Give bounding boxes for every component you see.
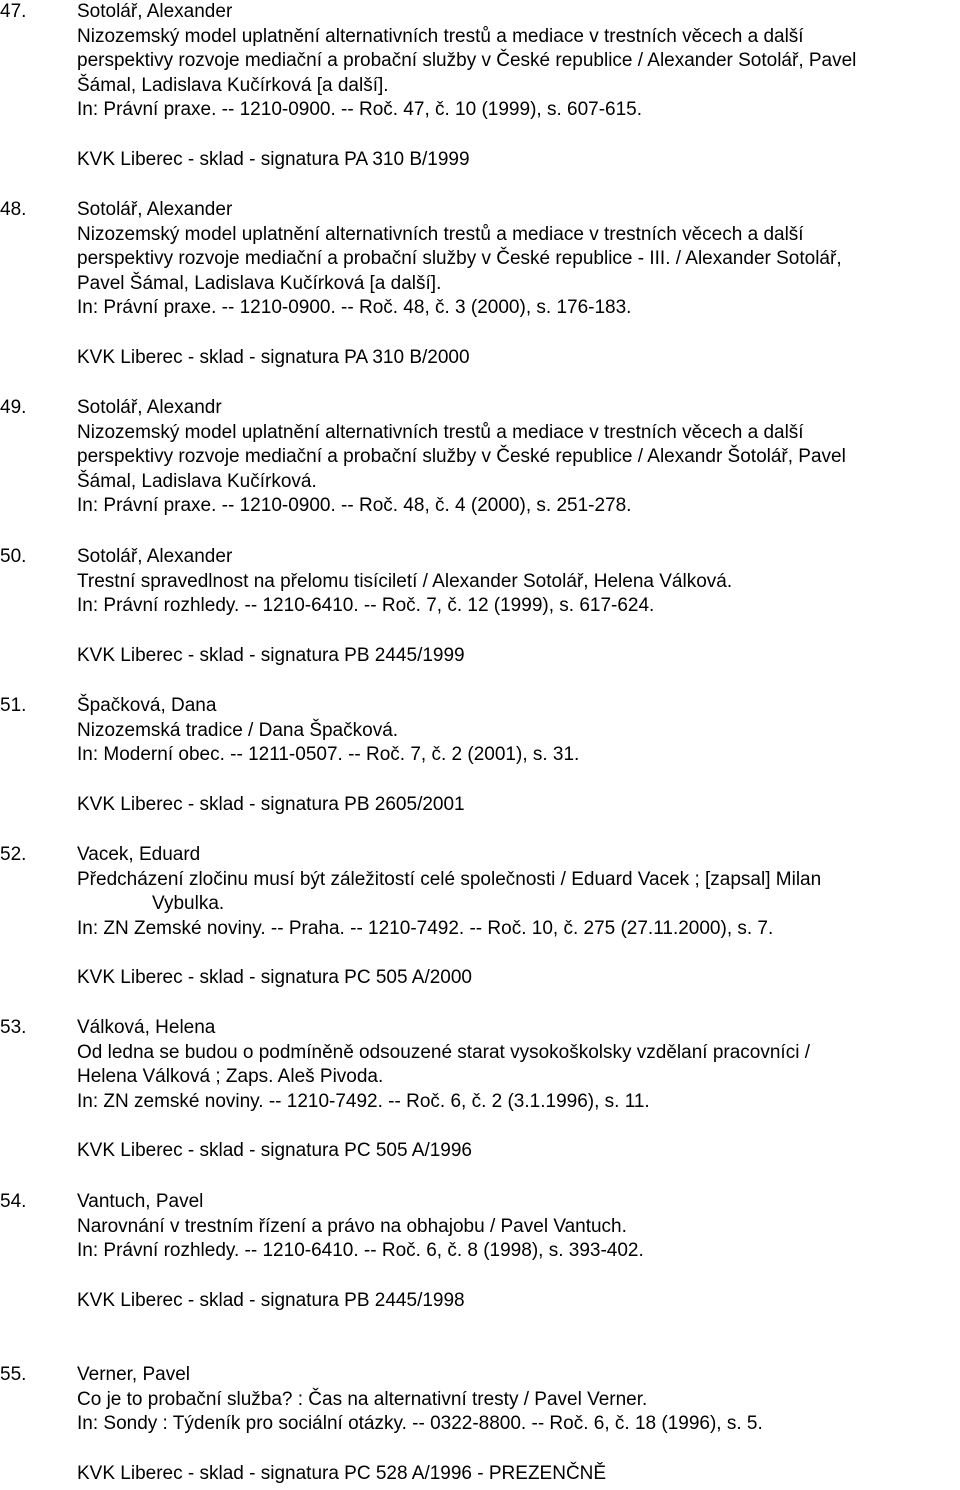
record-author: Sotolář, Alexander [77,546,233,567]
record-number: 52. [0,844,27,865]
record-source: In: Právní rozhledy. -- 1210-6410. -- Roč. 6, č. 8 (1998), s. 393-402. [77,1240,644,1261]
record-title-line: Co je to probační služba? : Čas na alternativní tresty / Pavel Verner. [77,1388,648,1410]
record-signature: KVK Liberec - sklad - signatura PA 310 B/1999 [77,148,470,170]
record-number: 50. [0,546,27,567]
record-title-line: Nizozemský model uplatnění alternativních trestů a mediace v trestních věcech a další [77,223,804,245]
record-author: Sotolář, Alexandr [77,397,222,418]
record-title-line: perspektivy rozvoje mediační a probační služby v České republice - III. / Alexander Sotolář, [77,248,842,269]
record-author: Špačková, Dana [77,695,217,716]
record-title-line: Nizozemská tradice / Dana Špačková. [77,719,399,741]
record-author: Verner, Pavel [77,1364,191,1385]
record-source: In: Právní rozhledy. -- 1210-6410. -- Roč. 7, č. 12 (1999), s. 617-624. [77,595,655,616]
record-title-line: perspektivy rozvoje mediační a probační služby v České republice / Alexandr Šotolář, Pavel [77,446,846,467]
record-source: In: Moderní obec. -- 1211-0507. -- Roč. 7, č. 2 (2001), s. 31. [77,744,580,765]
record-source: In: Právní praxe. -- 1210-0900. -- Roč. 48, č. 4 (2000), s. 251-278. [77,495,632,516]
record-title-line: Helena Válková ; Zaps. Aleš Pivoda. [77,1066,384,1087]
record-author: Sotolář, Alexander [77,199,233,220]
record-number: 47. [0,1,27,22]
record-source: In: Sondy : Týdeník pro sociální otázky. -- 0322-8800. -- Roč. 6, č. 18 (1996), s. 5. [77,1413,763,1434]
record-title-line: Nizozemský model uplatnění alternativních trestů a mediace v trestních věcech a další [77,421,804,443]
record-signature: KVK Liberec - sklad - signatura PC 505 A/2000 [77,967,473,988]
record-signature: KVK Liberec - sklad - signatura PC 528 A/1996 - PREZENČNĚ [77,1462,607,1484]
record-title-line: Pavel Šámal, Ladislava Kučírková [a další]. [77,272,442,294]
record-title-line: Šámal, Ladislava Kučírková [a další]. [77,74,389,96]
record-source: In: Právní praxe. -- 1210-0900. -- Roč. 47, č. 10 (1999), s. 607-615. [77,99,643,120]
record-title-line: Od ledna se budou o podmíněně odsouzené starat vysokoškolsky vzdělaní pracovníci / [77,1041,810,1063]
record-signature: KVK Liberec - sklad - signatura PA 310 B/2000 [77,346,470,368]
record-number: 51. [0,695,27,716]
record-author: Vantuch, Pavel [77,1191,204,1212]
record-title-line: Předcházení zločinu musí být záležitostí celé společnosti / Eduard Vacek ; [zapsal] Milan [77,868,822,890]
record-number: 53. [0,1017,27,1038]
record-number: 49. [0,397,27,418]
record-signature: KVK Liberec - sklad - signatura PB 2445/1998 [77,1289,465,1311]
record-source: In: Právní praxe. -- 1210-0900. -- Roč. 48, č. 3 (2000), s. 176-183. [77,297,632,318]
record-source: In: ZN Zemské noviny. -- Praha. -- 1210-7492. -- Roč. 10, č. 275 (27.11.2000), s. 7. [77,917,774,939]
record-signature: KVK Liberec - sklad - signatura PB 2605/2001 [77,793,465,815]
record-signature: KVK Liberec - sklad - signatura PC 505 A/1996 [77,1140,473,1161]
record-title-line: Šámal, Ladislava Kučírková. [77,470,317,492]
record-title-line: perspektivy rozvoje mediační a probační služby v České republice / Alexander Sotolář, Pavel [77,50,857,71]
record-title-line: Nizozemský model uplatnění alternativních trestů a mediace v trestních věcech a další [77,25,804,47]
record-author: Vacek, Eduard [77,844,201,865]
record-author: Sotolář, Alexander [77,1,233,22]
record-author: Válková, Helena [77,1017,216,1038]
record-signature: KVK Liberec - sklad - signatura PB 2445/1999 [77,644,465,666]
record-title-line: Narovnání v trestním řízení a právo na obhajobu / Pavel Vantuch. [77,1215,627,1237]
record-source: In: ZN zemské noviny. -- 1210-7492. -- Roč. 6, č. 2 (3.1.1996), s. 11. [77,1090,650,1112]
record-number: 54. [0,1191,27,1212]
record-number: 55. [0,1364,27,1385]
record-title-line: Vybulka. [152,893,225,914]
record-number: 48. [0,199,27,220]
record-title-line: Trestní spravedlnost na přelomu tisíciletí / Alexander Sotolář, Helena Válková. [77,570,733,592]
